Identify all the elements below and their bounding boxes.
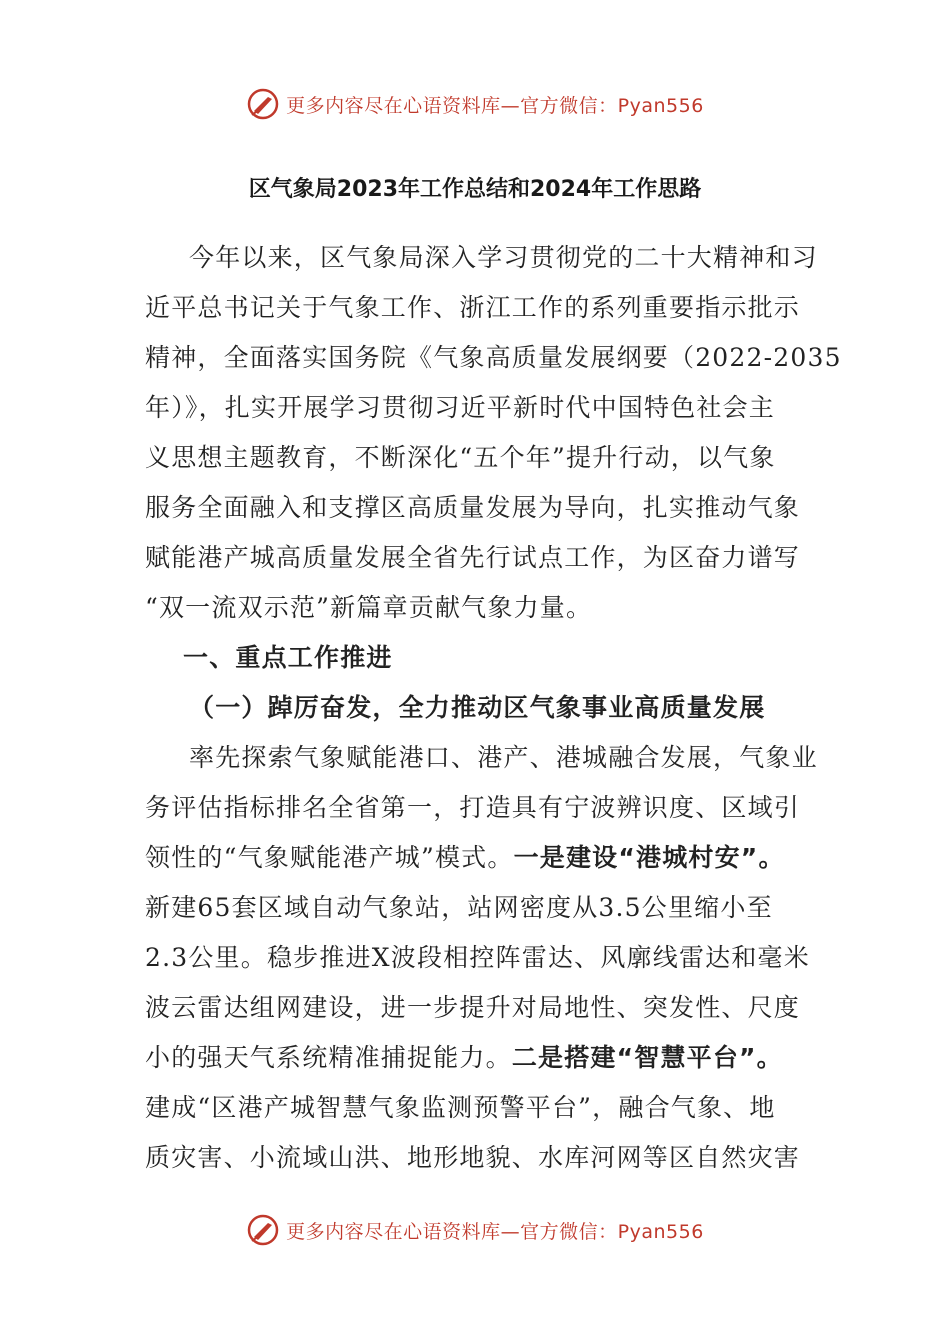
paragraph-line bbox=[145, 1033, 805, 1083]
watermark-header bbox=[0, 84, 950, 124]
pen-logo-icon bbox=[246, 1213, 280, 1247]
paragraph-line: 率先探索气象赋能港口、港产、港城融合发展，气象业 bbox=[189, 743, 818, 772]
paragraph-line: 服务全面融入和支撑区高质量发展为导向，扎实推动气象 bbox=[145, 493, 801, 522]
paragraph-line: 义思想主题教育，不断深化“五个年”提升行动，以气象 bbox=[145, 443, 776, 472]
watermark-text: 更多内容尽在心语资料库—官方微信：Pyan556 bbox=[286, 1220, 704, 1243]
section-heading: 一、重点工作推进 bbox=[183, 643, 393, 672]
paragraph-line: 质灾害、小流域山洪、地形地貌、水库河网等区自然灾害 bbox=[145, 1143, 801, 1172]
emphasis-text: 一是建设“港城村安”。 bbox=[513, 843, 785, 872]
document-title: 区气象局2023年工作总结和2024年工作思路 bbox=[248, 177, 702, 202]
paragraph-text: 小的强天气系统精准捕捉能力。 bbox=[145, 1043, 512, 1072]
watermark-text: 更多内容尽在心语资料库—官方微信：Pyan556 bbox=[286, 94, 704, 117]
paragraph-line bbox=[145, 833, 805, 883]
watermark-footer bbox=[0, 1210, 950, 1250]
paragraph-line: 今年以来，区气象局深入学习贯彻党的二十大精神和习 bbox=[189, 243, 818, 272]
paragraph-line: 近平总书记关于气象工作、浙江工作的系列重要指示批示 bbox=[145, 293, 801, 322]
emphasis-text: 二是搭建“智慧平台”。 bbox=[511, 1043, 783, 1072]
paragraph-line: 2.3公里。稳步推进X波段相控阵雷达、风廓线雷达和毫米 bbox=[145, 943, 810, 972]
paragraph-line: 务评估指标排名全省第一，打造具有宁波辨识度、区域引 bbox=[145, 793, 801, 822]
pen-logo-icon bbox=[246, 87, 280, 121]
paragraph-line: 精神，全面落实国务院《气象高质量发展纲要（2022-2035 bbox=[145, 343, 842, 372]
paragraph-line: “双一流双示范”新篇章贡献气象力量。 bbox=[145, 593, 593, 622]
paragraph-line: 年）》，扎实开展学习贯彻习近平新时代中国特色社会主 bbox=[145, 393, 776, 422]
subsection-heading: （一）踔厉奋发，全力推动区气象事业高质量发展 bbox=[189, 693, 766, 722]
paragraph-line: 波云雷达组网建设，进一步提升对局地性、突发性、尺度 bbox=[145, 993, 801, 1022]
document-body bbox=[145, 233, 842, 1183]
paragraph-text: 领性的“气象赋能港产城”模式。 bbox=[145, 843, 514, 872]
paragraph-line: 赋能港产城高质量发展全省先行试点工作，为区奋力谱写 bbox=[145, 543, 801, 572]
paragraph-line: 新建65套区域自动气象站，站网密度从3.5公里缩小至 bbox=[145, 893, 773, 922]
paragraph-line: 建成“区港产城智慧气象监测预警平台”，融合气象、地 bbox=[145, 1093, 776, 1122]
